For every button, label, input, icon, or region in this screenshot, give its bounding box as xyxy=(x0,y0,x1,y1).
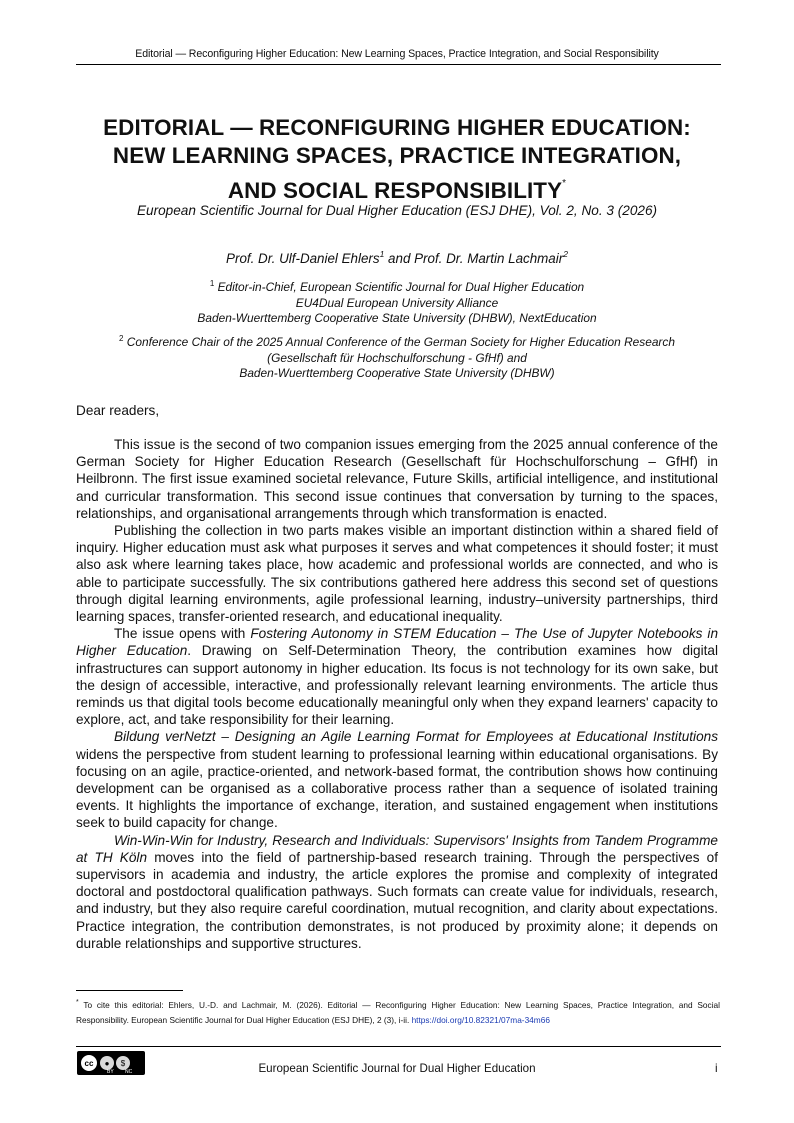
paragraph-4 xyxy=(76,728,718,831)
title-line-1: EDITORIAL — RECONFIGURING HIGHER EDUCATION: xyxy=(103,115,691,140)
affiliation-1-line-1: Editor-in-Chief, European Scientific Journal for Dual Higher Education xyxy=(214,280,585,294)
paragraph-5-text: moves into the field of partnership-based research training. Through the perspectives of supervisors in academia and industry, the article explores the promise and complexity of integrated doctoral and postdoctoral qualification pathways. Such formats can create value for individuals, research, and industry, but they also require careful coordination, mutual recognition, and clarity about expectations. Practice integration, the contribution demonstrates, is not produced by proximity alone; it depends on durable relationships and supportive structures. xyxy=(76,849,718,951)
cc-license-badge[interactable] xyxy=(77,1051,145,1075)
header-divider xyxy=(76,64,721,65)
page-number: i xyxy=(715,1062,718,1075)
paragraph-2: Publishing the collection in two parts makes visible an important distinction within a shared field of inquiry. Higher education must ask what purposes it serves and what competences it should foster; it must also ask where learning takes place, how academic and professional worlds are connected, and who is able to participate successfully. The six contributions gathered here address this second set of questions through digital learning environments, agile professional learning, industry–university partnerships, third learning spaces, transfer-oriented research, and educational inequality. xyxy=(76,523,718,625)
title-line-2: NEW LEARNING SPACES, PRACTICE INTEGRATION, xyxy=(112,143,682,168)
paragraph-3-article-title: Fostering Autonomy in STEM Education – The Use of Jupyter Notebooks in Higher Education xyxy=(76,626,718,659)
title-line-3-text: AND SOCIAL RESPONSIBILITY xyxy=(227,178,563,203)
affiliation-2 xyxy=(60,331,734,382)
paragraph-4-article-title: Bildung verNetzt – Designing an Agile Learning Format for Employees at Educational Institutions xyxy=(114,729,718,745)
title-footnote-marker: * xyxy=(562,178,567,189)
author-sup-1: 1 xyxy=(379,249,385,259)
footnote-text: To cite this editorial: Ehlers, U.-D. and Lachmair, M. (2026). Editorial — Reconfiguring Higher Education: New Learning Spaces, Practice Integration, and Social Responsibility. European Scientific Journal for Dual Higher Education (ESJ DHE), 2 (3), i-ii. xyxy=(76,999,720,1025)
author-name-1: Prof. Dr. Ulf-Daniel Ehlers xyxy=(226,251,380,266)
footnote xyxy=(76,995,720,1028)
affiliation-2-marker: 2 xyxy=(119,334,124,343)
editorial-body xyxy=(76,436,718,952)
author-name-2: Prof. Dr. Martin Lachmair xyxy=(414,251,564,266)
footer-journal-name: European Scientific Journal for Dual Higher Education xyxy=(258,1062,536,1075)
paragraph-4-text: widens the perspective from student learning to professional learning within educational organisations. By focusing on an agile, practice-oriented, and network-based format, the contribution shows how continuing development can be organised as a collaborative process rather than a sequence of isolated training events. It highlights the importance of exchange, iteration, and sustained engagement when institutions seek to build capacity for change. xyxy=(76,746,718,831)
paragraph-3-text: . Drawing on Self-Determination Theory, the contribution examines how digital infrastructures can support autonomy in higher education. Its focus is not technology for its own sake, but the design of accessible, interactive, and professionally relevant learning environments. The article thus reminds us that digital tools become educationally meaningful only when they expand learners' capacity to explore, act, and take responsibility for their learning. xyxy=(76,643,718,728)
creative-commons-icon: cc xyxy=(80,1054,98,1072)
author-line xyxy=(60,249,734,266)
affiliation-1-marker: 1 xyxy=(209,279,215,288)
salutation: Dear readers, xyxy=(76,403,160,418)
running-head: Editorial — Reconfiguring Higher Education: New Learning Spaces, Practice Integration, and Social Responsibility xyxy=(135,48,659,60)
paragraph-3 xyxy=(76,625,718,728)
license-nc-label: NC xyxy=(125,1069,133,1075)
footnote-marker: * xyxy=(76,999,79,1006)
footer-divider xyxy=(76,1046,721,1047)
affiliation-2-line-1: Conference Chair of the 2025 Annual Conference of the German Society for Higher Education Research xyxy=(123,335,675,349)
affiliation-1-line-3: Baden-Wuerttemberg Cooperative State University (DHBW), NextEducation xyxy=(197,311,597,326)
author-conjunction: and xyxy=(384,251,415,266)
affiliation-2-line-3: Baden-Wuerttemberg Cooperative State University (DHBW) xyxy=(239,366,555,381)
doi-link[interactable]: https://doi.org/10.82321/07ma-34m66 xyxy=(411,1014,550,1025)
license-by-label: BY xyxy=(107,1069,114,1075)
title-line-3 xyxy=(60,170,734,205)
author-sup-2: 2 xyxy=(563,249,568,259)
paragraph-1: This issue is the second of two companion issues emerging from the 2025 annual conference of the German Society for Higher Education Research (Gesellschaft für Hochschulforschung – GfHf) in Heilbronn. The first issue examined societal relevance, Future Skills, artificial intelligence, and institutional and curricular transformation. This second issue continues that conversation by turning to the spaces, relationships, and organisational arrangements through which transformation is enacted. xyxy=(76,437,718,521)
affiliation-1-line-2: EU4Dual European University Alliance xyxy=(295,295,499,310)
paragraph-3-lead: The issue opens with xyxy=(114,626,251,642)
affiliation-1 xyxy=(60,276,734,327)
attribution-icon: ● xyxy=(100,1056,114,1070)
paragraph-5 xyxy=(76,832,718,952)
noncommercial-icon: $ xyxy=(116,1056,130,1070)
affiliation-2-line-2: (Gesellschaft für Hochschulforschung - GfHf) and xyxy=(267,350,527,365)
paper-title xyxy=(60,114,734,205)
footnote-divider xyxy=(76,990,183,991)
paragraph-5-article-title: Win-Win-Win for Industry, Research and Individuals: Supervisors' Insights from Tandem Programme at TH Köln xyxy=(76,832,718,865)
journal-citation-line: European Scientific Journal for Dual Higher Education (ESJ DHE), Vol. 2, No. 3 (2026) xyxy=(136,203,658,218)
